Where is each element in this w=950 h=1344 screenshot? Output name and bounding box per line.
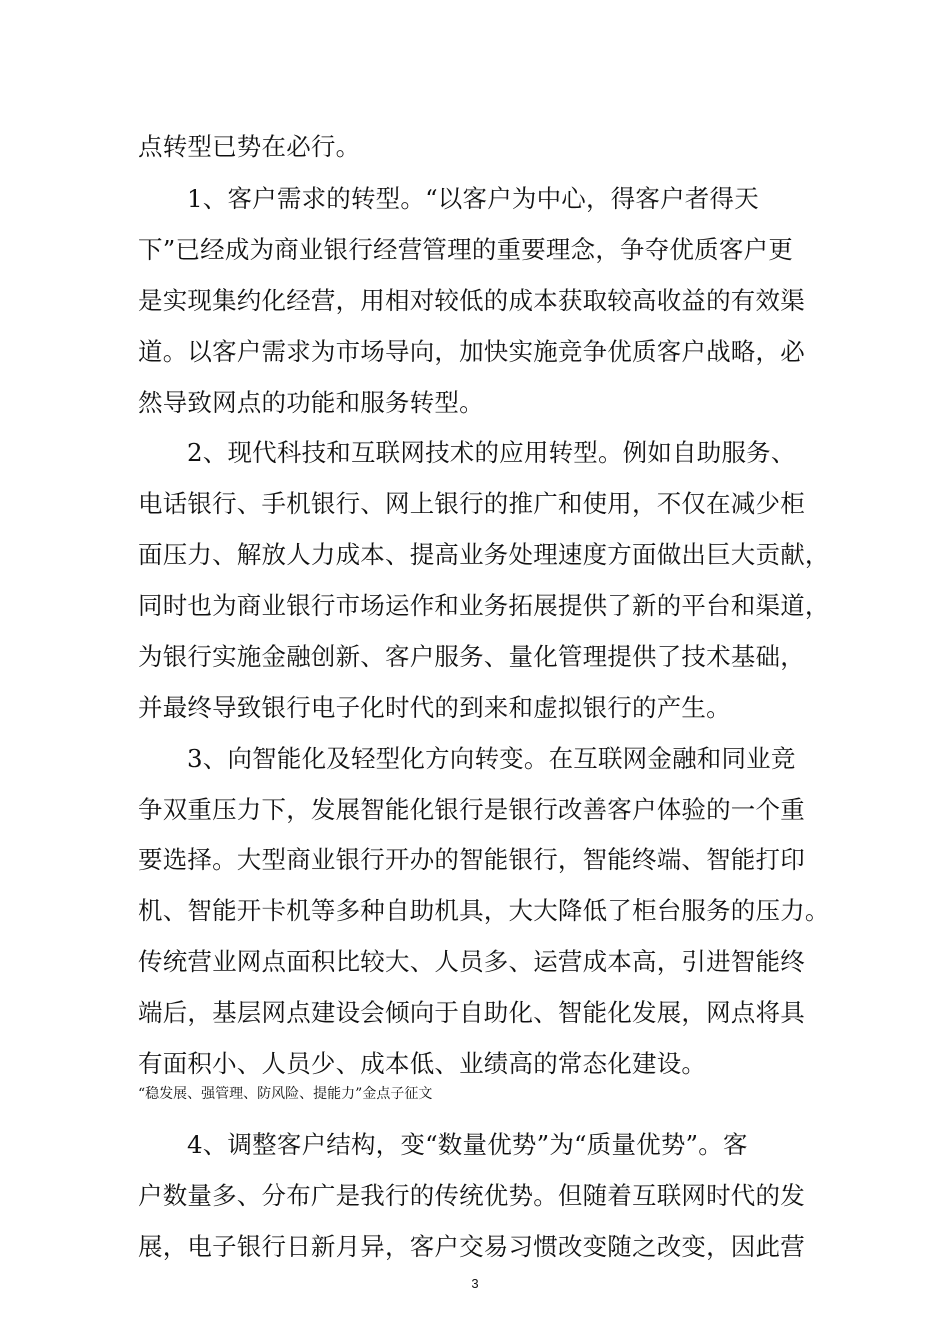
body-text-line: 同时也为商业银行市场运作和业务拓展提供了新的平台和渠道，: [138, 590, 830, 620]
paragraph-4-start: 4、调整客户结构，变“数量优势”为“质量优势”。客: [187, 1129, 748, 1159]
body-text-line: 是实现集约化经营，用相对较低的成本获取较高收益的有效渠: [138, 285, 805, 315]
paragraph-3-start: 3、向智能化及轻型化方向转变。在互联网金融和同业竞: [187, 743, 796, 773]
body-text-line: 争双重压力下，发展智能化银行是银行改善客户体验的一个重: [138, 794, 805, 824]
body-text-line: 传统营业网点面积比较大、人员多、运营成本高，引进智能终: [138, 946, 805, 976]
body-text-line: 为银行实施金融创新、客户服务、量化管理提供了技术基础，: [138, 641, 805, 671]
body-text-line: 户数量多、分布广是我行的传统优势。但随着互联网时代的发: [138, 1180, 805, 1210]
page-number: 3: [471, 1276, 479, 1291]
body-text-line: 道。以客户需求为市场导向，加快实施竞争优质客户战略，必: [138, 336, 805, 366]
body-text-line: 点转型已势在必行。: [138, 131, 361, 161]
footer-note: “稳发展、强管理、防风险、提能力”金点子征文: [138, 1086, 433, 1102]
body-text-line: 有面积小、人员少、成本低、业绩高的常态化建设。: [138, 1048, 707, 1078]
body-text-line: 并最终导致银行电子化时代的到来和虚拟银行的产生。: [138, 692, 731, 722]
body-text-line: 展，电子银行日新月异，客户交易习惯改变随之改变，因此营: [138, 1231, 805, 1261]
paragraph-2-start: 2、现代科技和互联网技术的应用转型。例如自助服务、: [187, 437, 796, 467]
body-text-line: 电话银行、手机银行、网上银行的推广和使用，不仅在减少柜: [138, 488, 805, 518]
body-text-line: 端后，基层网点建设会倾向于自助化、智能化发展，网点将具: [138, 997, 805, 1027]
body-text-line: 然导致网点的功能和服务转型。: [138, 387, 484, 417]
body-text-line: 下”已经成为商业银行经营管理的重要理念，争夺优质客户更: [138, 234, 793, 264]
body-text-line: 机、智能开卡机等多种自助机具，大大降低了柜台服务的压力。: [138, 895, 830, 925]
body-text-line: 要选择。大型商业银行开办的智能银行，智能终端、智能打印: [138, 844, 805, 874]
body-text-line: 面压力、解放人力成本、提高业务处理速度方面做出巨大贡献，: [138, 539, 830, 569]
paragraph-1-start: 1、客户需求的转型。“以客户为中心，得客户者得天: [187, 183, 759, 213]
